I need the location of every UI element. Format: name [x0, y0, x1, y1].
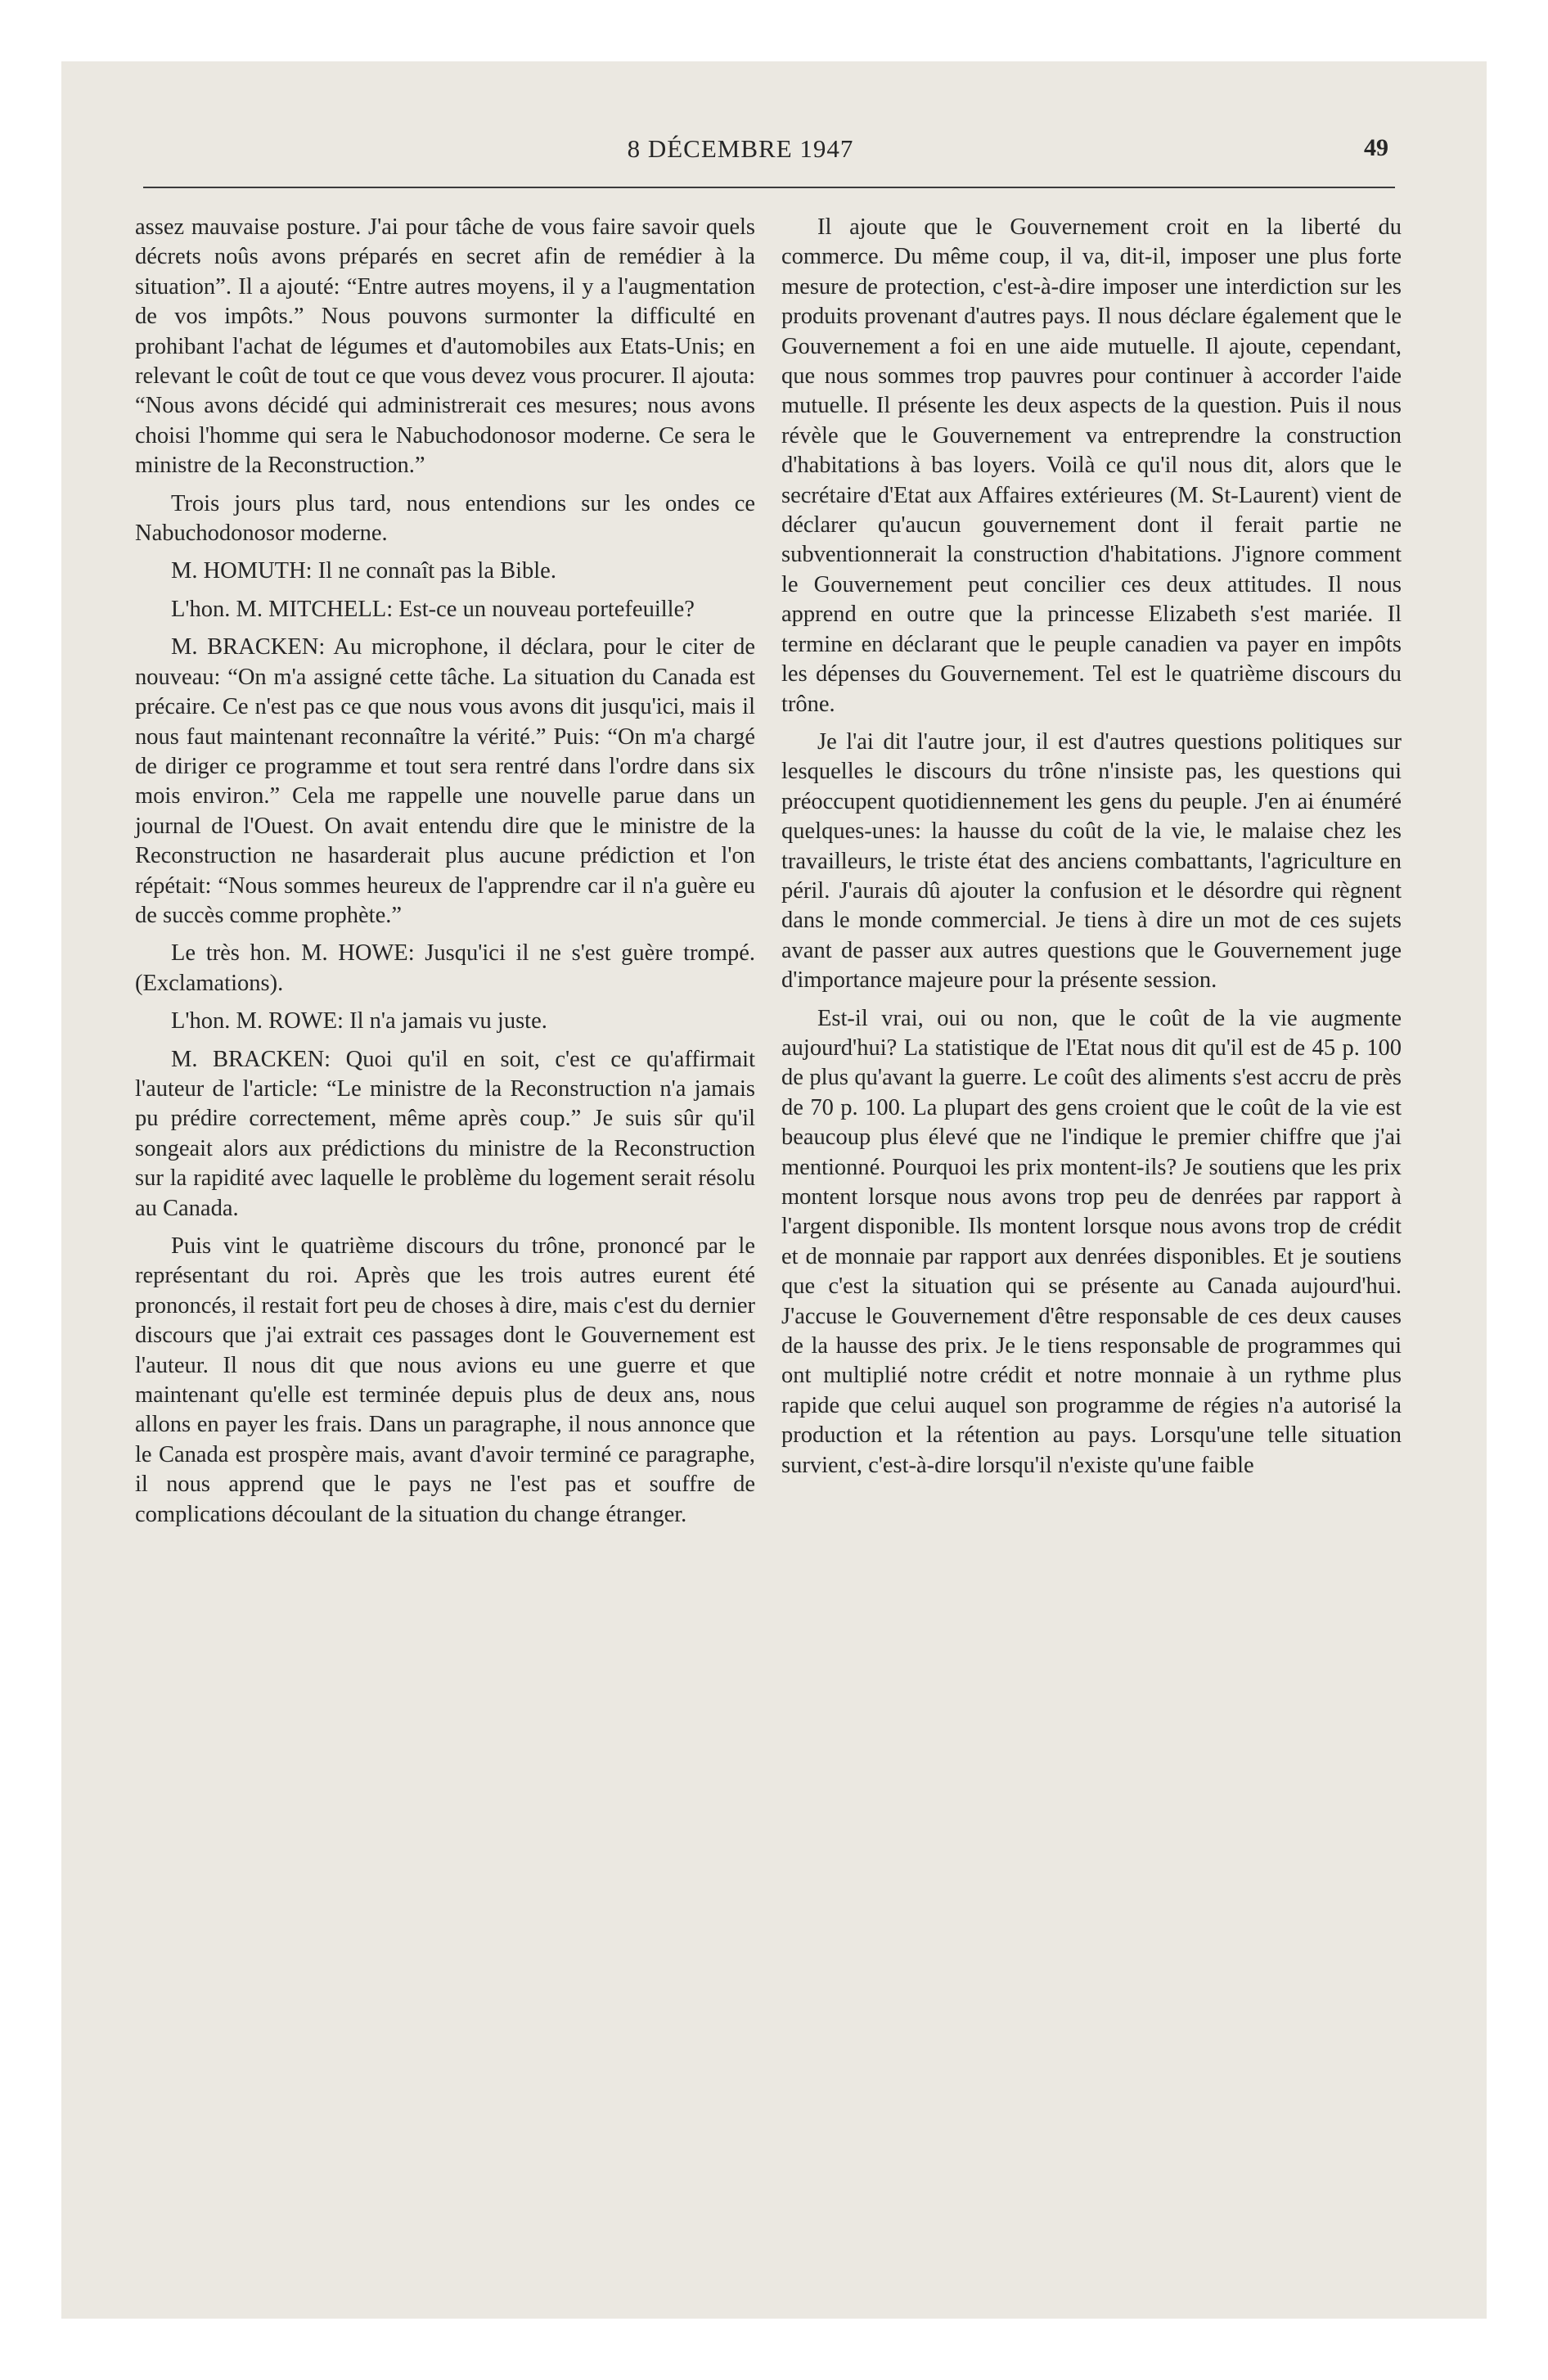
paragraph: Trois jours plus tard, nous entendions sur les ondes ce Nabuchodonosor moderne. [135, 490, 755, 547]
page-number: 49 [1364, 134, 1388, 161]
paragraph: L'hon. M. ROWE: Il n'a jamais vu juste. [171, 1008, 547, 1034]
running-header [86, 82, 1395, 163]
header-date: 8 DÉCEMBRE 1947 [627, 134, 854, 163]
paragraph: Puis vint le quatrième discours du trône, prononcé par le représentant du roi. Après que les trois autres eurent été prononcés, il restait fort peu de choses à dire, mais c'est du dernier discours que j'ai extrait ces passages dont le Gouvernement est l'auteur. Il nous dit que nous avions eu une guerre et que maintenant qu'elle est terminée depuis plus de deux ans, nous allons en payer les frais. Dans un paragraphe, il nous annonce que le Canada est prospère mais, avant d'avoir terminé ce paragraphe, il nous apprend que le pays ne l'est pas et souffre de complications découlant de la situation du change étranger. [135, 1233, 755, 1527]
paragraph: Est-il vrai, oui ou non, que le coût de la vie augmente aujourd'hui? La statistique de l'Etat nous dit qu'il est de 45 p. 100 de plus qu'avant la guerre. Le coût des aliments s'est accru de près de 70 p. 100. La plupart des gens croient que le coût de la vie est beaucoup plus élevé que ne l'indique le premier chiffre que j'ai mentionné. Pourquoi les prix montent-ils? Je soutiens que les prix montent lorsque nous avons trop peu de denrées par rapport à l'argent disponible. Ils montent lorsque nous avons trop de crédit et de monnaie par rapport aux denrées disponibles. Et je soutiens que c'est la situation qui se présente au Canada aujourd'hui. J'accuse le Gouvernement d'être responsable de ces deux causes de la hausse des prix. Je le tiens responsable de programmes qui ont multiplié notre crédit et notre monnaie à un rythme plus rapide que celui auquel son programme de régies n'a autorisé la production et la rétention au pays. Lorsqu'une telle situation survient, c'est-à-dire lorsqu'il n'existe qu'une faible [781, 1005, 1402, 1478]
paragraph: Le très hon. M. HOWE: Jusqu'ici il ne s'est guère trompé. (Exclamations). [135, 940, 755, 996]
right-column [781, 213, 1402, 1489]
paragraph: assez mauvaise posture. J'ai pour tâche de vous faire savoir quels décrets noûs avons préparés en secret afin de remédier à la situation”. Il a ajouté: “Entre autres moyens, il y a l'augmentation de vos impôts.” Nous pouvons surmonter la difficulté en prohibant l'achat de légumes et d'automobiles aux Etats-Unis; en relevant le coût de tout ce que vous devez vous procurer. Il ajouta: “Nous avons décidé qui administrerait ces mesures; nous avons choisi l'homme qui sera le Nabuchodonosor moderne. Ce sera le ministre de la Reconstruction.” [135, 214, 755, 479]
paragraph: M. BRACKEN: Au microphone, il déclara, pour le citer de nouveau: “On m'a assigné cette tâche. La situation du Canada est précaire. Ce n'est pas ce que nous vous avons dit jusqu'ici, mais il nous faut maintenant reconnaître la vérité.” Puis: “On m'a chargé de diriger ce programme et tout sera rentré dans l'ordre dans six mois environ.” Cela me rappelle une nouvelle parue dans un journal de l'Ouest. On avait entendu dire que le ministre de la Reconstruction ne hasarderait plus aucune prédiction et l'on répétait: “Nous sommes heureux de l'apprendre car il n'a guère eu de succès comme prophète.” [135, 634, 755, 928]
paragraph: M. HOMUTH: Il ne connaît pas la Bible. [171, 558, 556, 584]
document-page [86, 82, 1402, 2177]
paragraph: Je l'ai dit l'autre jour, il est d'autres questions politiques sur lesquelles le discours du trône n'insiste pas, les questions qui préoccupent quotidiennement les gens du peuple. J'en ai énuméré quelques-unes: la hausse du coût de la vie, le malaise chez les travailleurs, le triste état des anciens combattants, l'agriculture en péril. J'aurais dû ajouter la confusion et le désordre qui règnent dans le monde commercial. Je tiens à dire un mot de ces sujets avant de passer aux autres questions que le Gouvernement juge d'importance majeure pour la présente session. [781, 728, 1402, 994]
paragraph: L'hon. M. MITCHELL: Est-ce un nouveau portefeuille? [171, 596, 695, 622]
left-column [135, 213, 755, 1538]
paragraph: Il ajoute que le Gouvernement croit en la liberté du commerce. Du même coup, il va, dit-il, imposer une plus forte mesure de protection, c'est-à-dire imposer une interdiction sur les produits provenant d'autres pays. Il nous déclare également que le Gouvernement a foi en une aide mutuelle. Il ajoute, cependant, que nous sommes trop pauvres pour continuer à accorder l'aide mutuelle. Il présente les deux aspects de la question. Puis il nous révèle que le Gouvernement va entreprendre la construction d'habitations à bas loyers. Voilà ce qu'il nous dit, alors que le secrétaire d'Etat aux Affaires extérieures (M. St-Laurent) vient de déclarer qu'aucun gouvernement dont il ferait partie ne subventionnerait la construction d'habitations. J'ignore comment le Gouvernement peut concilier ces deux attitudes. Il nous apprend en outre que la princesse Elizabeth s'est mariée. Il termine en déclarant que le peuple canadien va payer en impôts les dépenses du Gouvernement. Tel est le quatrième discours du trône. [781, 214, 1402, 717]
header-rule [143, 187, 1395, 188]
paragraph: M. BRACKEN: Quoi qu'il en soit, c'est ce qu'affirmait l'auteur de l'article: “Le ministre de la Reconstruction n'a jamais pu prédire correctement, même après coup.” Je suis sûr qu'il songeait alors aux prédictions du ministre de la Reconstruction sur la rapidité avec laquelle le problème du logement serait résolu au Canada. [135, 1046, 755, 1221]
